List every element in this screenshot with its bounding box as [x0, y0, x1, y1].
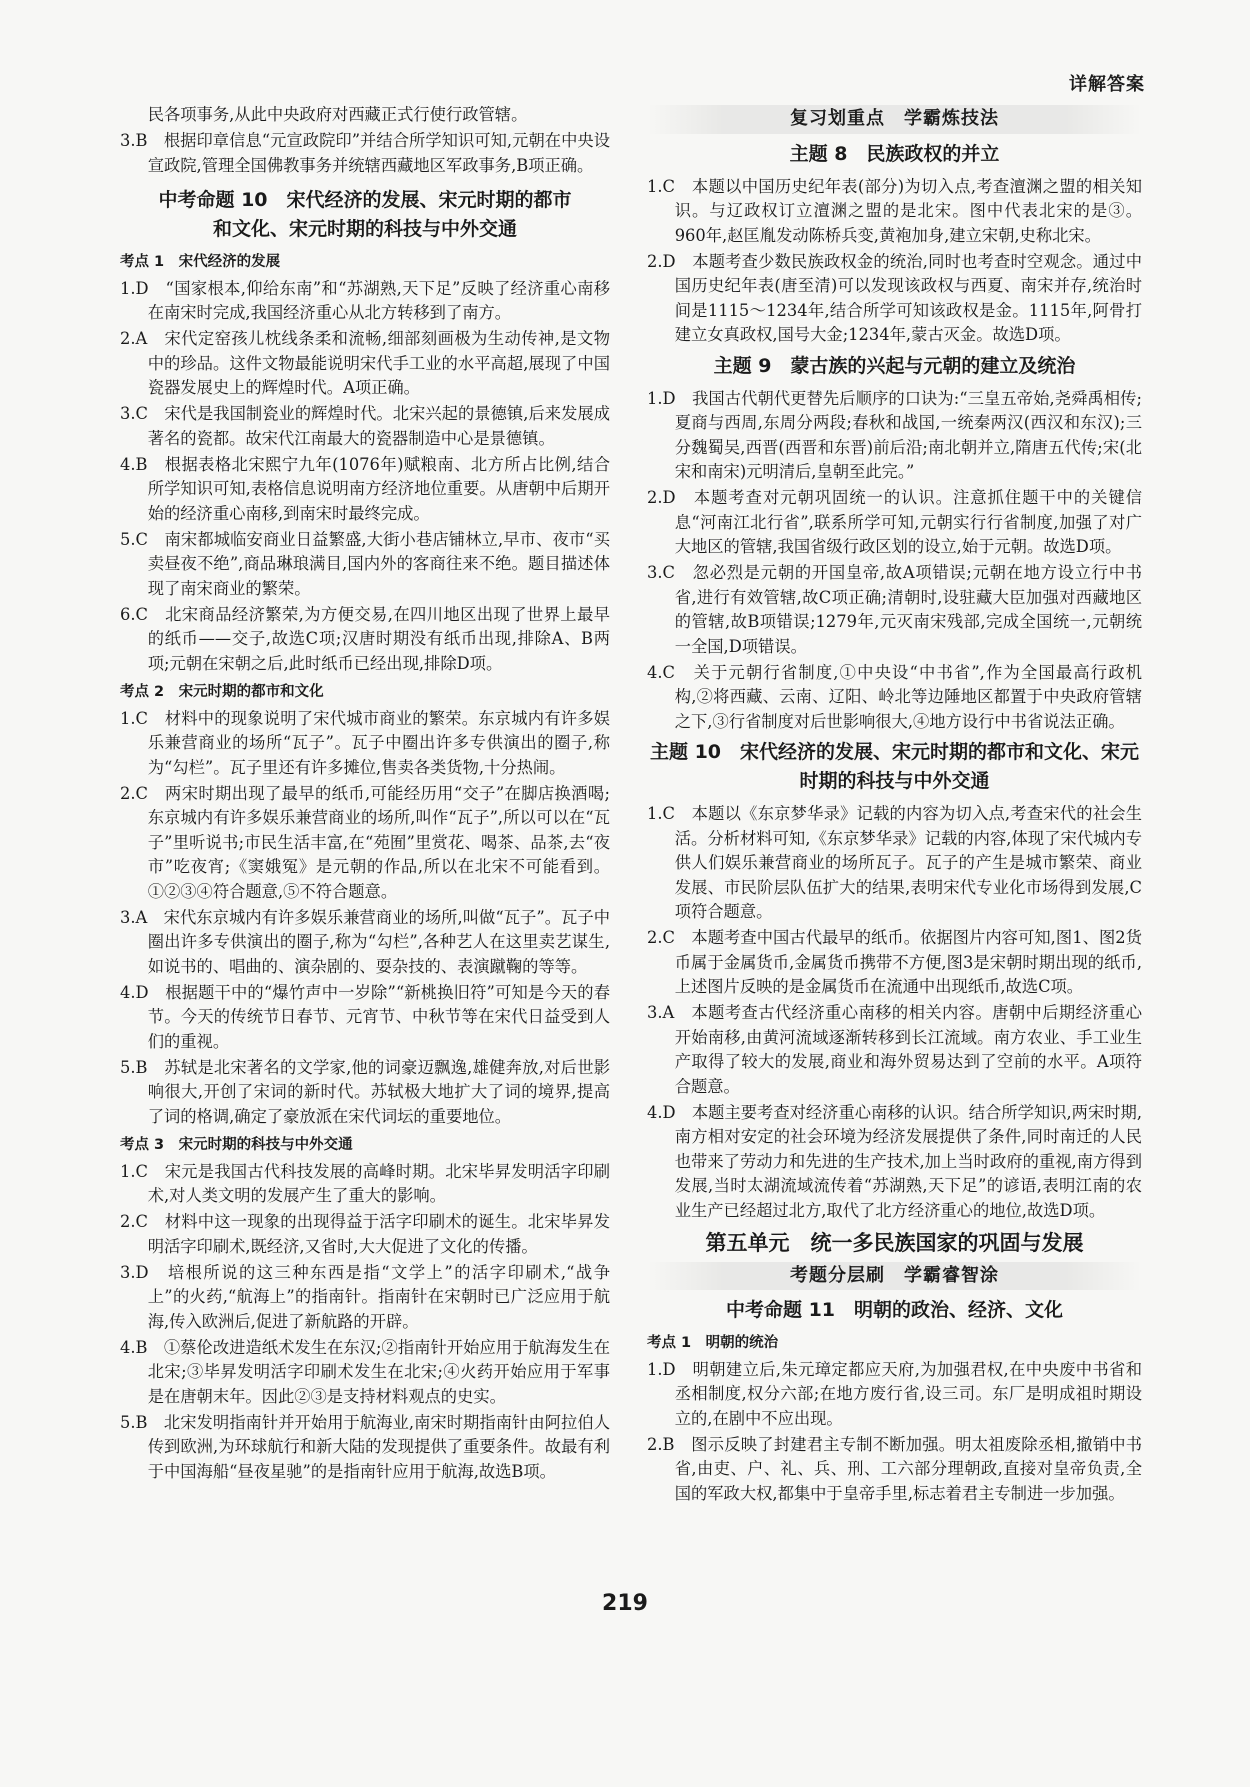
- answer-paragraph: 1.C 材料中的现象说明了宋代城市商业的繁荣。东京城内有许多娱乐兼营商业的场所“瓦子”。瓦子中圈出许多专供演出的圈子,称为“勾栏”。瓦子里还有许多摊位,售卖各类货物,十分热闹。: [120, 708, 610, 777]
- exam-topic-heading: [120, 186, 610, 244]
- answer-paragraph: 1.D 我国古代朝代更替先后顺序的口诀为:“三皇五帝始,尧舜禹相传;夏商与西周,东周分两段;春秋和战国,一统秦两汉(西汉和东汉);三分魏蜀吴,西晋(西晋和东晋)前后沿;南北朝并立,隋唐五代传;宋(北宋和南宋)元明清后,皇朝至此完。”: [647, 388, 1142, 481]
- answer-paragraph: 2.C 本题考查中国古代最早的纸币。依据图片内容可知,图1、图2货币属于金属货币,金属货币携带不方便,图3是宋朝时期出现的纸币,上述图片反映的是金属货币在流通中出现纸币,故选C项。: [647, 928, 1142, 996]
- heading-line: 中考命题 11 明朝的政治、经济、文化: [725, 1299, 1064, 1321]
- heading-line: 主题 10 宋代经济的发展、宋元时期的都市: [649, 741, 1026, 763]
- answer-paragraph: 4.B ①蔡伦改进造纸术发生在东汉;②指南针开始应用于航海发生在北宋;③毕昇发明活字印刷术发生在北宋;④火药开始应用于军事是在唐朝末年。因此②③是支持材料观点的史实。: [120, 1337, 610, 1406]
- page-number: 219: [602, 1591, 648, 1616]
- exam-point-heading: 考点 1 宋代经济的发展: [120, 254, 281, 270]
- exam-point-heading: 考点 3 宋元时期的科技与中外交通: [120, 1137, 353, 1153]
- answer-paragraph: 4.C 关于元朝行省制度,①中央设“中书省”,作为全国最高行政机构,②将西藏、云南、辽阳、岭北等边陲地区都置于中央政府管辖之下,③行省制度对后世影响很大,④地方设行中书省说法正确。: [647, 662, 1142, 731]
- topic-heading: [647, 738, 1142, 796]
- page-header-title: 详解答案: [1069, 74, 1145, 95]
- answer-paragraph: 1.D “国家根本,仰给东南”和“苏湖熟,天下足”反映了经济重心南移在南宋时完成,我国经济重心从北方转移到了南方。: [120, 278, 610, 322]
- answer-paragraph: 2.D 本题考查对元朝巩固统一的认识。注意抓住题干中的关键信息“河南江北行省”,联系所学可知,元朝实行行省制度,加强了对广大地区的管辖,我国省级行政区划的设立,始于元朝。故选D项。: [647, 488, 1142, 556]
- answer-paragraph: 3.D 培根所说的这三种东西是指“文学上”的活字印刷术,“战争上”的火药,“航海上”的指南针。指南针在宋朝时已广泛应用于航海,传入欧洲后,促进了新航路的开辟。: [120, 1262, 610, 1331]
- answer-paragraph: 1.C 本题以中国历史纪年表(部分)为切入点,考查澶渊之盟的相关知识。与辽政权订立澶渊之盟的是北宋。图中代表北宋的是③。960年,赵匡胤发动陈桥兵变,黄袍加身,建立宋朝,史称北宋。: [647, 176, 1142, 245]
- answer-paragraph: 3.C 宋代是我国制瓷业的辉煌时代。北宋兴起的景德镇,后来发展成著名的瓷都。故宋代江南最大的瓷器制造中心是景德镇。: [120, 404, 610, 448]
- answer-paragraph: 3.A 本题考查古代经济重心南移的相关内容。唐朝中后期经济重心开始南移,由黄河流域逐渐转移到长江流域。南方农业、手工业生产取得了较大的发展,商业和海外贸易达到了空前的水平。A项符合题意。: [647, 1003, 1142, 1096]
- heading-line: 和文化、宋元时期的科技与中外交通: [212, 218, 517, 240]
- section-banner: 考题分层刷 学霸睿智涂: [647, 1262, 1142, 1291]
- answer-paragraph: 5.C 南宋都城临安商业日益繁盛,大街小巷店铺林立,早市、夜市“买卖昼夜不绝”,商品琳琅满目,国内外的客商往来不绝。题目描述体现了南宋商业的繁荣。: [120, 529, 610, 598]
- topic-heading: [647, 1296, 1142, 1325]
- answer-paragraph: 1.C 宋元是我国古代科技发展的高峰时期。北宋毕昇发明活字印刷术,对人类文明的发展产生了重大的影响。: [120, 1161, 610, 1205]
- section-banner: 复习划重点 学霸炼技法: [647, 105, 1142, 134]
- heading-line: 主题 9 蒙古族的兴起与元朝的建立及统治: [713, 354, 1076, 377]
- answer-paragraph: 3.B 根据印章信息“元宣政院印”并结合所学知识可知,元朝在中央设宣政院,管理全国佛教事务并统辖西藏地区军政事务,B项正确。: [120, 131, 610, 175]
- answer-paragraph: 6.C 北宋商品经济繁荣,为方便交易,在四川地区出现了世界上最早的纸币——交子,故选C项;汉唐时期没有纸币出现,排除A、B两项;元朝在宋朝之后,此时纸币已经出现,排除D项。: [120, 604, 610, 673]
- answer-paragraph: 3.A 宋代东京城内有许多娱乐兼营商业的场所,叫做“瓦子”。瓦子中圈出许多专供演出的圈子,称为“勾栏”,各种艺人在这里卖艺谋生,如说书的、唱曲的、演杂剧的、耍杂技的、表演蹴鞠的等等。: [120, 907, 610, 976]
- left-column: [120, 103, 610, 1486]
- answer-paragraph: 2.C 两宋时期出现了最早的纸币,可能经历用“交子”在脚店换酒喝;东京城内有许多娱乐兼营商业的场所,叫作“瓦子”,所以可以在“瓦子”里听说书;市民生活丰富,在“苑囿”里赏花、喝茶、品茶,去“夜市”吃夜宵;《窦娥冤》是元朝的作品,所以在北宋不可能看到。①②③④符合题意,⑤不符合题意。: [120, 783, 610, 901]
- exam-point-heading: 考点 1 明朝的统治: [647, 1335, 779, 1351]
- topic-heading: [647, 352, 1142, 381]
- answer-paragraph: 4.D 根据题干中的“爆竹声中一岁除”“新桃换旧符”可知是今天的春节。今天的传统节日春节、元宵节、中秋节等在宋代日益受到人们的重视。: [120, 982, 610, 1051]
- right-column: [647, 103, 1142, 1508]
- exam-point-heading: 考点 2 宋元时期的都市和文化: [120, 684, 324, 700]
- answer-paragraph: 2.A 宋代定窑孩儿枕线条柔和流畅,细部刻画极为生动传神,是文物中的珍品。这件文物最能说明宋代手工业的水平高超,展现了中国瓷器发展史上的辉煌时代。A项正确。: [120, 329, 610, 397]
- heading-line: 主题 8 民族政权的并立: [789, 142, 1000, 165]
- answer-paragraph: 3.C 忽必烈是元朝的开国皇帝,故A项错误;元朝在地方设立行中书省,进行有效管辖,故C项正确;清朝时,设驻藏大臣加强对西藏地区的管辖,故B项错误;1279年,元灭南宋残部,完成全国统一,元朝统一全国,D项错误。: [647, 563, 1142, 656]
- unit-heading: 第五单元 统一多民族国家的巩固与发展: [705, 1231, 1084, 1255]
- answer-paragraph: 4.D 本题主要考查对经济重心南移的认识。结合所学知识,两宋时期,南方相对安定的社会环境为经济发展提供了条件,同时南迁的人民也带来了劳动力和先进的生产技术,加上当时政府的重视,南方得到发展,当时太湖流域流传着“苏湖熟,天下足”的谚语,表明江南的农业生产已经超过北方,取代了北方经济重心的地位,故选D项。: [647, 1102, 1142, 1220]
- answer-paragraph: 民各项事务,从此中央政府对西藏正式行使行政管辖。: [147, 105, 528, 124]
- topic-heading: [647, 140, 1142, 169]
- answer-paragraph: 2.B 图示反映了封建君主专制不断加强。明太祖废除丞相,撤销中书省,由吏、户、礼、兵、刑、工六部分理朝政,直接对皇帝负责,全国的军政大权,都集中于皇帝手里,标志着君主专制进一步加强。: [647, 1434, 1142, 1503]
- answer-paragraph: 5.B 北宋发明指南针并开始用于航海业,南宋时期指南针由阿拉伯人传到欧洲,为环球航行和新大陆的发现提供了重要条件。故最有利于中国海船“昼夜星驰”的是指南针应用于航海,故选B项。: [120, 1412, 610, 1481]
- answer-paragraph: 5.B 苏轼是北宋著名的文学家,他的词豪迈飘逸,雄健奔放,对后世影响很大,开创了宋词的新时代。苏轼极大地扩大了词的境界,提高了词的格调,确定了豪放派在宋代词坛的重要地位。: [120, 1057, 610, 1126]
- answer-paragraph: 1.C 本题以《东京梦华录》记载的内容为切入点,考查宋代的社会生活。分析材料可知,《东京梦华录》记载的内容,体现了宋代城内专供人们娱乐兼营商业的场所瓦子。瓦子的产生是城市繁荣、商业发展、市民阶层队伍扩大的结果,表明宋代专业化市场得到发展,C项符合题意。: [647, 804, 1142, 921]
- heading-line: 和文化、宋元时期的科技与中外交通: [799, 741, 1140, 792]
- answer-paragraph: 2.C 材料中这一现象的出现得益于活字印刷术的诞生。北宋毕昇发明活字印刷术,既经济,又省时,大大促进了文化的传播。: [120, 1212, 610, 1256]
- answer-paragraph: 4.B 根据表格北宋熙宁九年(1076年)赋粮南、北方所占比例,结合所学知识可知,表格信息说明南方经济地位重要。从唐朝中后期开始的经济重心南移,到南宋时最终完成。: [120, 454, 610, 523]
- heading-line: 中考命题 10 宋代经济的发展、宋元时期的都市: [158, 189, 572, 211]
- answer-paragraph: 1.D 明朝建立后,朱元璋定都应天府,为加强君权,在中央废中书省和丞相制度,权分六部;在地方废行省,设三司。东厂是明成祖时期设立的,在剧中不应出现。: [647, 1359, 1142, 1428]
- answer-paragraph: 2.D 本题考查少数民族政权金的统治,同时也考查时空观念。通过中国历史纪年表(唐至清)可以发现该政权与西夏、南宋并存,统治时间是1115～1234年,结合所学可知该政权是金。1115年,阿骨打建立女真政权,国号大金;1234年,蒙古灭金。故选D项。: [647, 251, 1142, 344]
